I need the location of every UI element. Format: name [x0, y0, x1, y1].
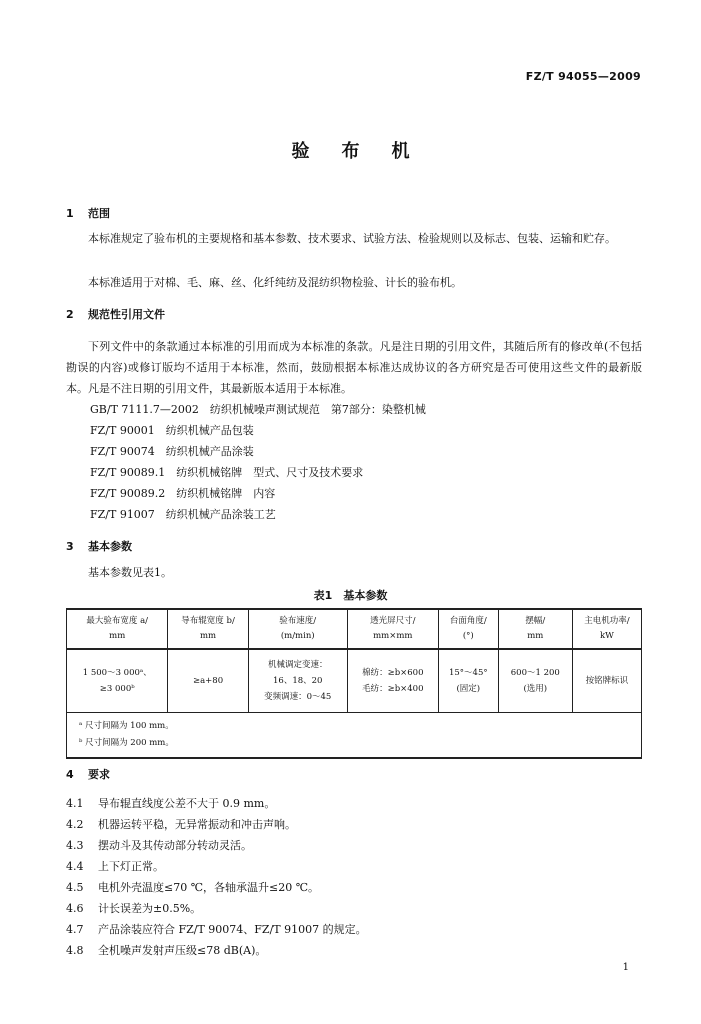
- section-3-paragraph-1: 基本参数见表1。: [88, 566, 172, 579]
- table-row: [67, 649, 642, 713]
- header-cell: 摆幅/ mm: [498, 609, 572, 649]
- section-title: 要求: [88, 768, 110, 781]
- requirement-item: 4.5 电机外壳温度≤70 ℃，各轴承温升≤20 ℃。: [66, 881, 320, 894]
- table-notes: [67, 713, 642, 759]
- reference-item: FZ/T 90089.2 纺织机械铭牌 内容: [90, 487, 276, 500]
- header-cell: 主电机功率/ kW: [572, 609, 641, 649]
- table-cell: 15°～45° (固定): [438, 649, 498, 713]
- requirement-item: 4.6 计长误差为±0.5%。: [66, 902, 202, 915]
- requirement-item: 4.8 全机噪声发射声压级≤78 dB(A)。: [66, 944, 267, 957]
- header-cell: 导布辊宽度 b/ mm: [168, 609, 248, 649]
- table-cell: 按铭牌标识: [572, 649, 641, 713]
- requirement-item: 4.1 导布辊直线度公差不大于 0.9 mm。: [66, 797, 276, 810]
- table-note: ᵃ 尺寸间隔为 100 mm。: [79, 721, 174, 731]
- page-number: 1: [622, 962, 629, 973]
- table-caption: 表1 基本参数: [313, 589, 388, 602]
- table-cell: ≥a+80: [168, 649, 248, 713]
- section-number: 1: [66, 207, 74, 220]
- table-cell: 机械调定变速： 16、18、20 变频调速：0～45: [248, 649, 347, 713]
- section-title: 基本参数: [88, 540, 132, 553]
- table-notes-row: [67, 713, 642, 759]
- standard-code: FZ/T 94055—2009: [525, 70, 641, 83]
- table-note: ᵇ 尺寸间隔为 200 mm。: [79, 738, 174, 748]
- section-4-heading: [66, 766, 110, 782]
- section-1-paragraph-2: 本标准适用于对棉、毛、麻、丝、化纤纯纺及混纺织物检验、计长的验布机。: [88, 276, 462, 289]
- section-1-heading: [66, 205, 110, 221]
- table-cell: 1 500～3 000ᵃ、 ≥3 000ᵇ: [67, 649, 168, 713]
- section-2-heading: [66, 306, 165, 322]
- reference-item: FZ/T 90001 纺织机械产品包装: [90, 424, 254, 437]
- section-title: 范围: [88, 207, 110, 220]
- section-number: 4: [66, 768, 74, 781]
- requirement-item: 4.7 产品涂装应符合 FZ/T 90074、FZ/T 91007 的规定。: [66, 923, 367, 936]
- section-3-heading: [66, 538, 132, 554]
- table-cell: 棉纺：≥b×600 毛纺：≥b×400: [347, 649, 438, 713]
- reference-item: FZ/T 90074 纺织机械产品涂装: [90, 445, 254, 458]
- section-2-paragraph-1: 下列文件中的条款通过本标准的引用而成为本标准的条款。凡是注日期的引用文件，其随后所有的修改单(不包括勘误的内容)或修订版均不适用于本标准，然而，鼓励根据本标准达成协议的各方研究是否可使用这些文件的最新版本。凡是不注日期的引用文件，其最新版本适用于本标准。: [66, 340, 642, 395]
- parameters-table: [66, 608, 642, 759]
- reference-item: GB/T 7111.7—2002 纺织机械噪声测试规范 第7部分：染整机械: [90, 403, 426, 416]
- document-title: 验布机: [291, 141, 442, 162]
- reference-item: FZ/T 91007 纺织机械产品涂装工艺: [90, 508, 276, 521]
- table-header-row: [67, 609, 642, 649]
- requirement-item: 4.2 机器运转平稳，无异常振动和冲击声响。: [66, 818, 296, 831]
- header-cell: 最大验布宽度 a/ mm: [67, 609, 168, 649]
- section-1-paragraph-1: 本标准规定了验布机的主要规格和基本参数、技术要求、试验方法、检验规则以及标志、包装、运输和贮存。: [88, 232, 616, 245]
- table-cell: 600～1 200 (选用): [498, 649, 572, 713]
- header-cell: 台面角度/ (°): [438, 609, 498, 649]
- section-title: 规范性引用文件: [88, 308, 165, 321]
- section-number: 2: [66, 308, 74, 321]
- requirement-item: 4.4 上下灯正常。: [66, 860, 164, 873]
- header-cell: 透光屏尺寸/ mm×mm: [347, 609, 438, 649]
- reference-item: FZ/T 90089.1 纺织机械铭牌 型式、尺寸及技术要求: [90, 466, 364, 479]
- requirement-item: 4.3 摆动斗及其传动部分转动灵活。: [66, 839, 252, 852]
- section-number: 3: [66, 540, 74, 553]
- header-cell: 验布速度/ (m/min): [248, 609, 347, 649]
